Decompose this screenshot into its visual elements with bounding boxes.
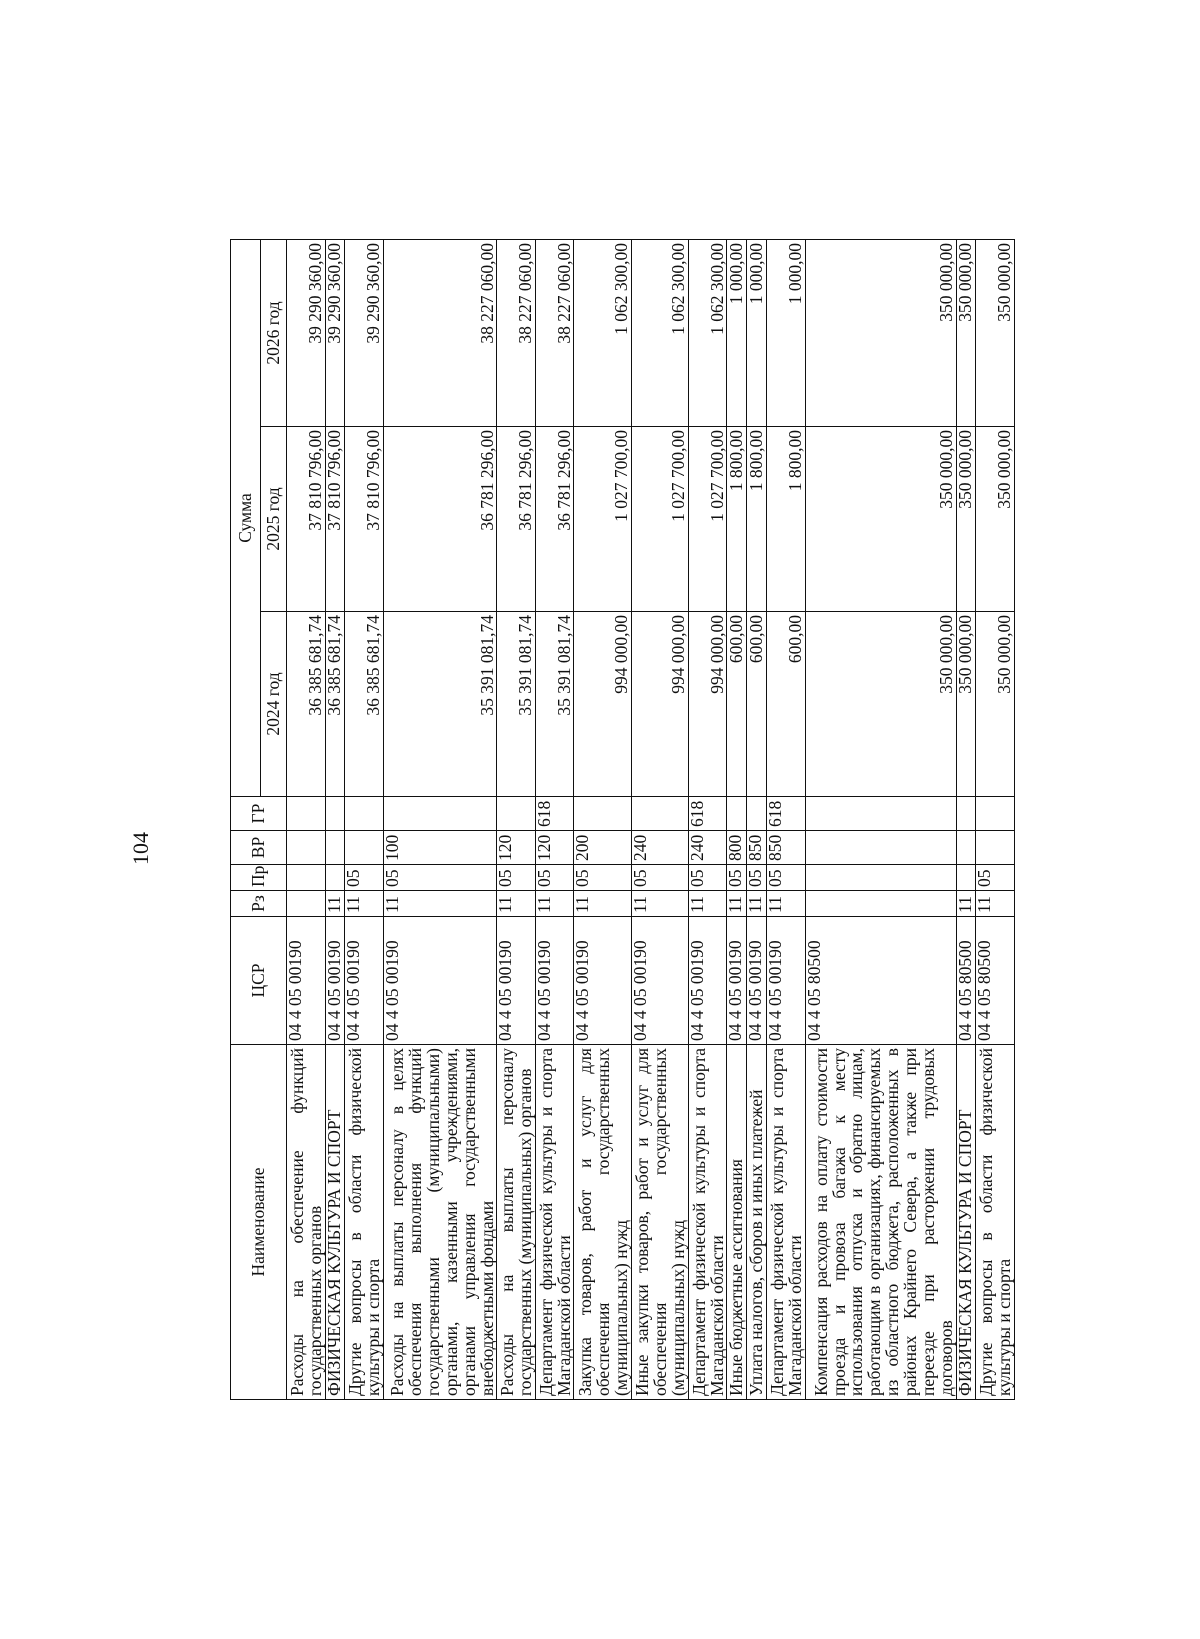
- cell-name: Департамент физической культуры и спорта Магаданской области: [767, 1045, 806, 1400]
- cell-gr: [956, 797, 976, 831]
- table-row: [976, 239, 1015, 1399]
- cell-name: Компенсация расходов на оплату стоимости проезда и провоза багажа к месту использования отпуска и обратно лицам, работающим в организациях, финансируемых из областного бюджета, расположенных в районах Крайнего Севера, а также при переезде при расторжении трудовых договоров: [805, 1045, 956, 1400]
- cell-2025: 1 027 700,00: [688, 427, 727, 612]
- cell-2025: 1 800,00: [747, 427, 767, 612]
- cell-gr: [325, 797, 345, 831]
- cell-2025: 36 781 296,00: [383, 427, 497, 612]
- cell-2024: 600,00: [767, 612, 806, 797]
- cell-pr: 05: [688, 865, 727, 891]
- cell-pr: 05: [383, 865, 497, 891]
- cell-vr: 850: [747, 831, 767, 865]
- cell-2026: 38 227 060,00: [497, 239, 536, 426]
- cell-gr: [574, 797, 631, 831]
- cell-rz: 11: [497, 891, 536, 917]
- cell-rz: 11: [688, 891, 727, 917]
- cell-gr: 618: [535, 797, 574, 831]
- table-body: [287, 239, 1015, 1399]
- header-pr: Пр: [231, 865, 287, 891]
- cell-2024: 35 391 081,74: [535, 612, 574, 797]
- budget-table: [230, 239, 1015, 1400]
- table-row: [767, 239, 806, 1399]
- cell-rz: 11: [976, 891, 1015, 917]
- cell-gr: [727, 797, 747, 831]
- cell-vr: 100: [383, 831, 497, 865]
- cell-2025: 350 000,00: [956, 427, 976, 612]
- cell-name: Расходы на выплаты персоналу государственных (муниципальных) органов: [497, 1045, 536, 1400]
- cell-vr: [976, 831, 1015, 865]
- cell-name: ФИЗИЧЕСКАЯ КУЛЬТУРА И СПОРТ: [325, 1045, 345, 1400]
- cell-2025: 350 000,00: [976, 427, 1015, 612]
- cell-name: Уплата налогов, сборов и иных платежей: [747, 1045, 767, 1400]
- cell-2024: 36 385 681,74: [345, 612, 384, 797]
- cell-gr: 618: [688, 797, 727, 831]
- table-row: [383, 239, 497, 1399]
- cell-2024: 35 391 081,74: [383, 612, 497, 797]
- table-row: [574, 239, 631, 1399]
- table-row: [805, 239, 956, 1399]
- cell-rz: [287, 891, 326, 917]
- header-year-2024: 2024 год: [261, 612, 287, 797]
- cell-2026: 1 062 300,00: [574, 239, 631, 426]
- cell-csr: 04 4 05 00190: [287, 917, 326, 1045]
- cell-2024: 36 385 681,74: [287, 612, 326, 797]
- cell-name: ФИЗИЧЕСКАЯ КУЛЬТУРА И СПОРТ: [956, 1045, 976, 1400]
- cell-2025: 36 781 296,00: [497, 427, 536, 612]
- cell-vr: 240: [631, 831, 688, 865]
- table-row: [345, 239, 384, 1399]
- cell-2026: 350 000,00: [976, 239, 1015, 426]
- cell-gr: [345, 797, 384, 831]
- header-year-2026: 2026 год: [261, 239, 287, 426]
- cell-csr: 04 4 05 80500: [956, 917, 976, 1045]
- cell-csr: 04 4 05 00190: [535, 917, 574, 1045]
- cell-name: Департамент физической культуры и спорта Магаданской области: [535, 1045, 574, 1400]
- cell-2026: 350 000,00: [805, 239, 956, 426]
- cell-rz: 11: [747, 891, 767, 917]
- cell-2026: 38 227 060,00: [535, 239, 574, 426]
- cell-csr: 04 4 05 80500: [976, 917, 1015, 1045]
- cell-pr: [325, 865, 345, 891]
- header-year-2025: 2025 год: [261, 427, 287, 612]
- cell-gr: [976, 797, 1015, 831]
- cell-csr: 04 4 05 00190: [767, 917, 806, 1045]
- table-row: [727, 239, 747, 1399]
- cell-name: Расходы на обеспечение функций государственных органов: [287, 1045, 326, 1400]
- header-name: Наименование: [231, 1045, 287, 1400]
- cell-rz: 11: [767, 891, 806, 917]
- cell-2024: 35 391 081,74: [497, 612, 536, 797]
- cell-2025: 350 000,00: [805, 427, 956, 612]
- cell-2024: 994 000,00: [574, 612, 631, 797]
- cell-csr: 04 4 05 00190: [631, 917, 688, 1045]
- table-row: [497, 239, 536, 1399]
- cell-csr: 04 4 05 00190: [325, 917, 345, 1045]
- cell-name: Расходы на выплаты персоналу в целях обеспечения выполнения функций государственными (муниципальными) органами, казенными учреждениями, органами управления государственными внебюджетными фондами: [383, 1045, 497, 1400]
- cell-gr: [383, 797, 497, 831]
- cell-pr: 05: [345, 865, 384, 891]
- cell-rz: 11: [956, 891, 976, 917]
- cell-rz: 11: [325, 891, 345, 917]
- cell-name: Другие вопросы в области физической культуры и спорта: [345, 1045, 384, 1400]
- header-csr: ЦСР: [231, 917, 287, 1045]
- cell-vr: 800: [727, 831, 747, 865]
- cell-vr: [345, 831, 384, 865]
- rotated-page-content: [230, 240, 1015, 1400]
- cell-name: Закупка товаров, работ и услуг для обеспечения государственных (муниципальных) нужд: [574, 1045, 631, 1400]
- cell-2024: 350 000,00: [976, 612, 1015, 797]
- header-rz: Рз: [231, 891, 287, 917]
- cell-name: Департамент физической культуры и спорта Магаданской области: [688, 1045, 727, 1400]
- cell-2024: 994 000,00: [688, 612, 727, 797]
- page-number: 104: [128, 832, 153, 865]
- cell-2026: 1 000,00: [747, 239, 767, 426]
- cell-name: Другие вопросы в области физической культуры и спорта: [976, 1045, 1015, 1400]
- cell-2026: 39 290 360,00: [325, 239, 345, 426]
- cell-rz: 11: [535, 891, 574, 917]
- cell-2025: 37 810 796,00: [287, 427, 326, 612]
- cell-rz: 11: [727, 891, 747, 917]
- cell-pr: [287, 865, 326, 891]
- cell-2026: 350 000,00: [956, 239, 976, 426]
- cell-2025: 1 027 700,00: [574, 427, 631, 612]
- table-row: [535, 239, 574, 1399]
- table-row: [747, 239, 767, 1399]
- cell-gr: [287, 797, 326, 831]
- cell-rz: [805, 891, 956, 917]
- cell-vr: 120: [535, 831, 574, 865]
- table-row: [287, 239, 326, 1399]
- cell-vr: [956, 831, 976, 865]
- cell-rz: 11: [345, 891, 384, 917]
- cell-pr: 05: [535, 865, 574, 891]
- cell-gr: [631, 797, 688, 831]
- cell-csr: 04 4 05 00190: [345, 917, 384, 1045]
- cell-2024: 600,00: [747, 612, 767, 797]
- cell-vr: 200: [574, 831, 631, 865]
- cell-2026: 39 290 360,00: [287, 239, 326, 426]
- cell-name: Иные бюджетные ассигнования: [727, 1045, 747, 1400]
- cell-pr: [805, 865, 956, 891]
- cell-vr: 120: [497, 831, 536, 865]
- table-row: [956, 239, 976, 1399]
- cell-pr: 05: [574, 865, 631, 891]
- cell-2025: 1 027 700,00: [631, 427, 688, 612]
- cell-csr: 04 4 05 00190: [497, 917, 536, 1045]
- cell-pr: 05: [976, 865, 1015, 891]
- cell-2025: 1 800,00: [727, 427, 747, 612]
- cell-2024: 350 000,00: [805, 612, 956, 797]
- cell-pr: 05: [631, 865, 688, 891]
- cell-csr: 04 4 05 00190: [727, 917, 747, 1045]
- cell-2026: 1 000,00: [767, 239, 806, 426]
- cell-csr: 04 4 05 80500: [805, 917, 956, 1045]
- cell-pr: 05: [767, 865, 806, 891]
- cell-vr: [325, 831, 345, 865]
- table-row: [325, 239, 345, 1399]
- cell-pr: [956, 865, 976, 891]
- cell-csr: 04 4 05 00190: [747, 917, 767, 1045]
- cell-vr: [287, 831, 326, 865]
- cell-pr: 05: [727, 865, 747, 891]
- cell-csr: 04 4 05 00190: [383, 917, 497, 1045]
- cell-gr: [497, 797, 536, 831]
- table-row: [688, 239, 727, 1399]
- cell-pr: 05: [747, 865, 767, 891]
- cell-gr: 618: [767, 797, 806, 831]
- header-sum: Сумма: [231, 239, 261, 796]
- cell-2024: 600,00: [727, 612, 747, 797]
- cell-2026: 39 290 360,00: [345, 239, 384, 426]
- cell-name: Иные закупки товаров, работ и услуг для обеспечения государственных (муниципальных) нужд: [631, 1045, 688, 1400]
- cell-2024: 350 000,00: [956, 612, 976, 797]
- cell-pr: 05: [497, 865, 536, 891]
- cell-2024: 36 385 681,74: [325, 612, 345, 797]
- cell-2026: 38 227 060,00: [383, 239, 497, 426]
- cell-vr: [805, 831, 956, 865]
- table-row: [631, 239, 688, 1399]
- cell-csr: 04 4 05 00190: [574, 917, 631, 1045]
- header-gr: ГР: [231, 797, 287, 831]
- cell-2025: 36 781 296,00: [535, 427, 574, 612]
- cell-2026: 1 062 300,00: [688, 239, 727, 426]
- cell-2025: 1 800,00: [767, 427, 806, 612]
- cell-csr: 04 4 05 00190: [688, 917, 727, 1045]
- cell-rz: 11: [631, 891, 688, 917]
- cell-gr: [805, 797, 956, 831]
- cell-gr: [747, 797, 767, 831]
- cell-2024: 994 000,00: [631, 612, 688, 797]
- cell-2025: 37 810 796,00: [325, 427, 345, 612]
- cell-2026: 1 062 300,00: [631, 239, 688, 426]
- cell-vr: 240: [688, 831, 727, 865]
- cell-rz: 11: [574, 891, 631, 917]
- cell-rz: 11: [383, 891, 497, 917]
- cell-2025: 37 810 796,00: [345, 427, 384, 612]
- header-vr: ВР: [231, 831, 287, 865]
- cell-2026: 1 000,00: [727, 239, 747, 426]
- cell-vr: 850: [767, 831, 806, 865]
